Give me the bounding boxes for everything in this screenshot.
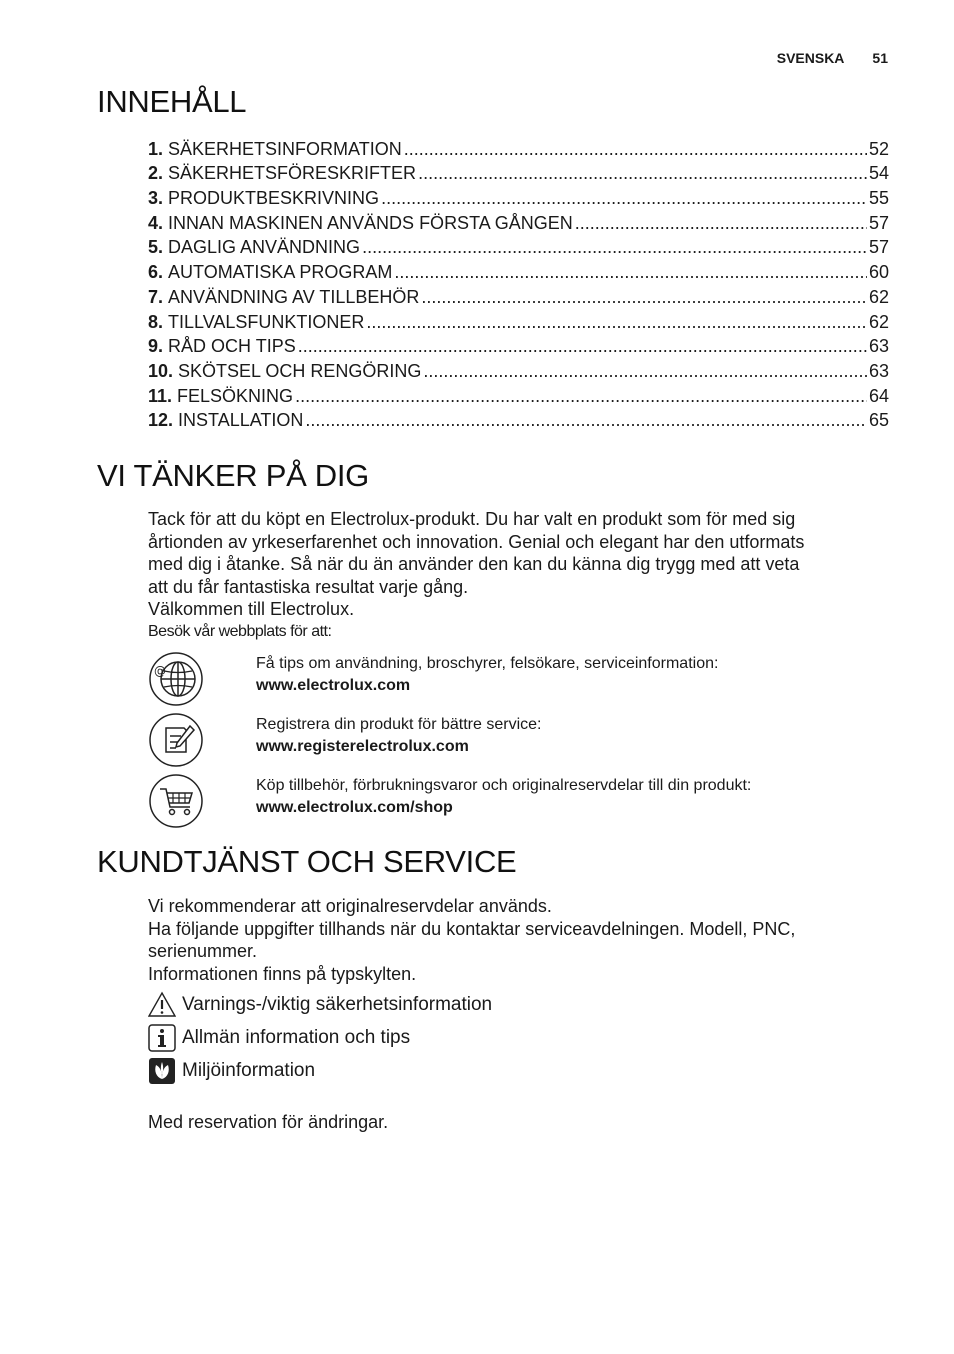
toc-item[interactable]: 9. RÅD OCH TIPS ..... 63 xyxy=(148,333,889,358)
toc-item[interactable]: 10. SKÖTSEL OCH RENGÖRING ..... 63 xyxy=(148,357,889,382)
header-language: SVENSKA xyxy=(776,50,845,66)
web-link-row xyxy=(148,712,893,772)
electrolux-link[interactable]: www.electrolux.com xyxy=(256,677,411,694)
toc-item[interactable]: 7. ANVÄNDNING AV TILLBEHÖR ..... 62 xyxy=(148,283,889,308)
shop-link[interactable]: www.electrolux.com/shop xyxy=(256,799,453,816)
environment-icon xyxy=(148,1057,176,1085)
register-link[interactable]: www.registerelectrolux.com xyxy=(256,738,469,755)
reservation-note: Med reservation för ändringar. xyxy=(148,1112,389,1132)
visit-label: Besök vår webbplats för att: xyxy=(148,622,332,640)
symbol-row-warning: Varnings-/viktig säkerhetsinformation xyxy=(148,991,492,1019)
service-title: KUNDTJÄNST OCH SERVICE xyxy=(97,844,517,879)
toc-item[interactable]: 6. AUTOMATISKA PROGRAM ..... 60 xyxy=(148,258,889,283)
web-link-row xyxy=(148,651,893,711)
symbol-row-info: Allmän information och tips xyxy=(148,1024,410,1052)
toc-title: INNEHÅLL xyxy=(97,84,247,119)
toc-item[interactable]: 5. DAGLIG ANVÄNDNING ..... 57 xyxy=(148,234,889,259)
link-description: Köp tillbehör, förbrukningsvaror och originalreservdelar till din produkt: xyxy=(256,777,752,794)
intro-paragraph: Tack för att du köpt en Electrolux-produkt. Du har valt en produkt som för med sig årtionden av yrkeserfarenhet och innovation. Genial och elegant har den utformats med dig i åtanke. Så när du än använder den kan du känna dig trygg med att veta att du får fantastiska resultat varje gång. Välkommen till Electrolux. Besök vår webbplats för att: xyxy=(148,508,893,644)
toc-item[interactable]: 12. INSTALLATION ..... 65 xyxy=(148,407,889,432)
symbol-row-environment: Miljöinformation xyxy=(148,1057,315,1085)
info-icon xyxy=(148,1024,176,1052)
service-paragraph: Vi rekommenderar att originalreservdelar används. Ha följande uppgifter tillhands när du kontaktar serviceavdelningen. Modell, PNC, serienummer. Informationen finns på typskylten. xyxy=(148,896,796,984)
toc-item[interactable]: 11. FELSÖKNING ..... 64 xyxy=(148,382,889,407)
header-page-number: 51 xyxy=(872,50,888,66)
register-icon xyxy=(148,712,204,768)
toc-item[interactable]: 3. PRODUKTBESKRIVNING ..... 55 xyxy=(148,184,889,209)
link-description: Få tips om användning, broschyrer, felsökare, serviceinformation: xyxy=(256,655,719,672)
toc-item[interactable]: 8. TILLVALSFUNKTIONER ..... 62 xyxy=(148,308,889,333)
page-header xyxy=(777,50,888,66)
web-link-row xyxy=(148,773,893,833)
link-description: Registrera din produkt för bättre service: xyxy=(256,716,542,733)
globe-icon xyxy=(148,651,204,707)
svg-text:@: @ xyxy=(154,664,166,678)
table-of-contents xyxy=(148,135,889,431)
warning-icon xyxy=(148,991,176,1019)
toc-item[interactable]: 1. SÄKERHETSINFORMATION ..... 52 xyxy=(148,135,889,160)
thinking-title: VI TÄNKER PÅ DIG xyxy=(97,458,369,493)
toc-item[interactable]: 2. SÄKERHETSFÖRESKRIFTER ..... 54 xyxy=(148,160,889,185)
toc-item[interactable]: 4. INNAN MASKINEN ANVÄNDS FÖRSTA GÅNGEN ..... 57 xyxy=(148,209,889,234)
shopping-cart-icon xyxy=(148,773,204,829)
